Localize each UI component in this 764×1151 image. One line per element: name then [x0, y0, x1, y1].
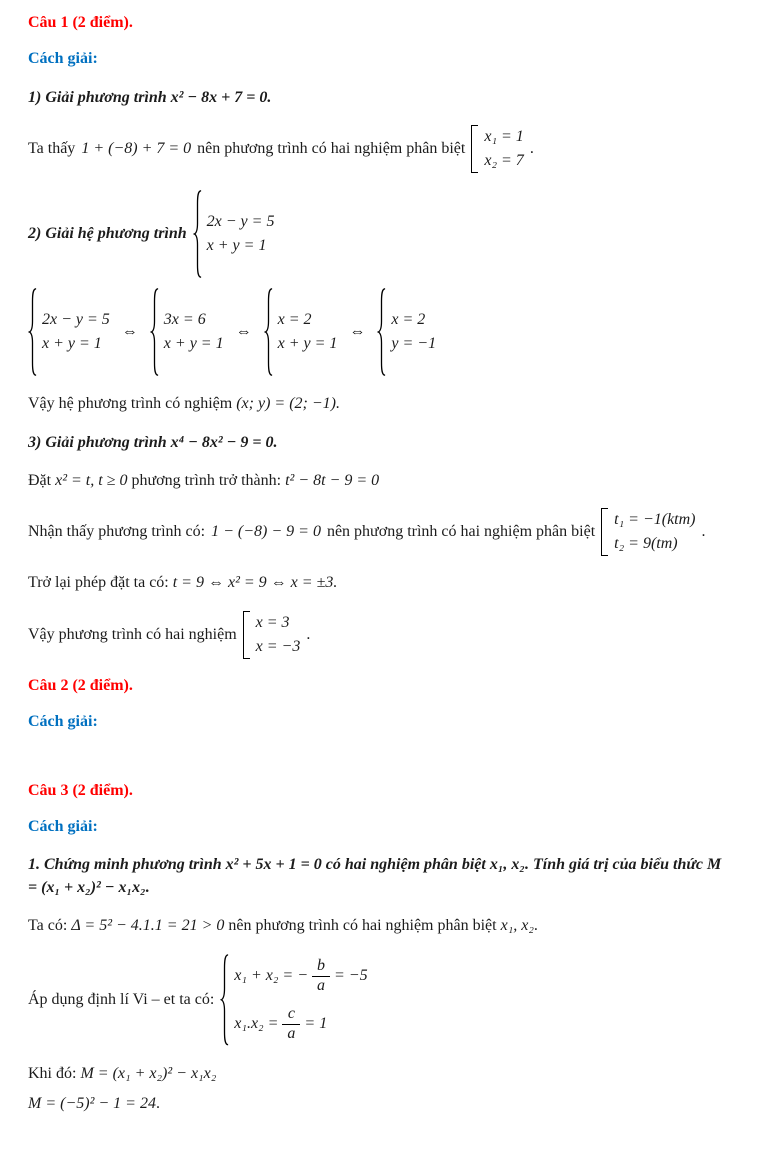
problem-equation: x² + 5x + 1 = 0 — [225, 856, 322, 874]
section1-heading: Câu 1 (2 điểm). — [28, 14, 133, 31]
case-row: t₂ = 9(tm) — [614, 535, 678, 553]
system-rows — [278, 308, 338, 356]
cases-bracket — [243, 611, 301, 659]
system-row: 2x − y = 5 — [206, 213, 275, 231]
system-row — [234, 957, 367, 995]
section3-problem1-title — [28, 854, 734, 899]
problem1-title — [28, 87, 734, 109]
inline-equation: (x; y) = (2; −1). — [236, 395, 340, 413]
left-brace-icon — [193, 189, 202, 279]
system-rows — [164, 308, 224, 356]
problem3-roots — [28, 508, 734, 556]
system-row: x = 2 — [277, 311, 312, 329]
problem1-solution — [28, 125, 734, 173]
problem3-conclusion — [28, 611, 734, 659]
solution-text: Ta có: — [28, 917, 68, 935]
solution-text: Trở lại phép đặt ta có: — [28, 574, 169, 592]
problem3-title-text: 3) Giải phương trình — [28, 433, 167, 451]
section3-method-label: Cách giải: — [28, 817, 98, 835]
solution-text: nên phương trình có hai nghiệm phân biệt — [326, 523, 596, 541]
system-row: x = 2 — [391, 311, 426, 329]
conclusion-text: Vậy hệ phương trình có nghiệm — [28, 395, 233, 413]
fraction — [282, 1005, 300, 1043]
problem3-back-substitution — [28, 572, 734, 594]
fraction-numerator: b — [317, 957, 325, 975]
system-of-equations — [150, 287, 224, 377]
case-row: x = 3 — [255, 613, 290, 631]
problem3-substitution — [28, 470, 734, 492]
left-brace-icon — [220, 953, 229, 1047]
system-rows — [207, 210, 275, 258]
system-rows — [234, 953, 367, 1047]
problem2-conclusion — [28, 393, 734, 415]
case-row: t₁ = −1(ktm) — [614, 511, 696, 529]
system-row: x + y = 1 — [206, 237, 267, 255]
solution-text: Đặt — [28, 471, 52, 489]
equation-part: = 1 — [304, 1015, 328, 1033]
system-rows — [42, 308, 110, 356]
punctuation: . — [306, 625, 311, 643]
square-bracket-icon — [243, 611, 250, 659]
fraction-denominator: a — [282, 1024, 300, 1043]
iff-symbol: ⇔ — [349, 322, 366, 340]
equation-part: = −5 — [334, 967, 368, 985]
fraction-denominator: a — [312, 976, 330, 995]
system-row: x + y = 1 — [42, 335, 102, 353]
inline-equation: x₁, x₂ — [500, 917, 534, 935]
viet-application — [28, 953, 734, 1047]
problem-title-text: 1. Chứng minh phương trình — [28, 856, 222, 874]
cases-bracket — [601, 508, 695, 556]
system-of-equations — [28, 287, 110, 377]
system-row: 2x − y = 5 — [42, 311, 110, 329]
problem-title-text: có hai nghiệm phân biệt — [325, 856, 486, 874]
conclusion-text: Vậy phương trình có hai nghiệm — [28, 625, 237, 643]
problem3-equation: x⁴ − 8x² − 9 = 0. — [170, 433, 278, 451]
section3-heading: Câu 3 (2 điểm). — [28, 781, 133, 799]
solution-text: Khi đó: — [28, 1065, 77, 1083]
system-row: y = −1 — [391, 335, 437, 353]
punctuation: . — [529, 139, 534, 157]
section2-heading: Câu 2 (2 điểm). — [28, 676, 133, 694]
system-row: x + y = 1 — [277, 335, 338, 353]
inline-equation: t² − 8t − 9 = 0 — [285, 471, 380, 489]
system-row — [234, 1005, 367, 1043]
section2-method-label: Cách giải: — [28, 713, 98, 731]
system-of-equations — [264, 287, 338, 377]
fraction-numerator: c — [287, 1005, 295, 1023]
problem-equation: M = (x₁ + x₂)² − x₁x₂. — [28, 856, 722, 896]
equivalence-chain — [28, 287, 734, 377]
system-row: x + y = 1 — [163, 335, 224, 353]
left-brace-icon — [28, 287, 37, 377]
cases-rows — [614, 508, 695, 556]
system-of-equations — [193, 189, 275, 279]
problem2-title — [28, 189, 734, 279]
case-row: x₂ = 7 — [484, 152, 524, 170]
viet-label: Áp dụng định lí Vi – et ta có: — [28, 991, 215, 1009]
iff-symbol: ⇔ — [121, 322, 138, 340]
inline-equation: x² = t, t ≥ 0 — [55, 471, 128, 489]
system-rows — [391, 308, 436, 356]
equation-part: x₁.x₂ = — [234, 1015, 279, 1033]
solution-text: nên phương trình có hai nghiệm phân biệt — [228, 917, 497, 935]
solution-text: phương trình trở thành: — [131, 471, 282, 489]
left-brace-icon — [377, 287, 386, 377]
problem2-title-text: 2) Giải hệ phương trình — [28, 224, 187, 242]
delta-computation — [28, 915, 734, 937]
punctuation: . — [155, 1095, 160, 1113]
inline-equation: 1 − (−8) − 9 = 0 — [211, 523, 321, 541]
final-result — [28, 1093, 734, 1115]
square-bracket-icon — [471, 125, 478, 173]
left-brace-icon — [264, 287, 273, 377]
problem-title-text: Tính giá trị của biểu thức — [532, 856, 704, 874]
inline-equation: M = (x₁ + x₂)² − x₁x₂ — [80, 1065, 217, 1083]
problem3-title — [28, 432, 734, 454]
iff-symbol: ⇔ — [235, 322, 252, 340]
cases-rows — [484, 125, 523, 173]
system-row: 3x = 6 — [163, 311, 206, 329]
fraction — [312, 957, 330, 995]
case-row: x = −3 — [255, 637, 301, 655]
left-brace-icon — [150, 287, 159, 377]
problem1-title-text: 1) Giải phương trình — [28, 88, 167, 106]
inline-equation: Δ = 5² − 4.1.1 = 21 > 0 — [71, 917, 225, 935]
section1-method-label: Cách giải: — [28, 50, 98, 68]
solution-text: nên phương trình có hai nghiệm phân biệt — [197, 139, 466, 157]
problem1-equation: x² − 8x + 7 = 0. — [170, 88, 272, 106]
inline-equation: M = (−5)² − 1 = 24 — [28, 1095, 156, 1113]
punctuation: . — [701, 523, 706, 541]
solution-text: Nhận thấy phương trình có: — [28, 523, 206, 541]
case-row: x₁ = 1 — [484, 128, 524, 146]
inline-equation: 1 + (−8) + 7 = 0 — [81, 139, 192, 157]
problem-equation: x₁, x₂. — [489, 856, 529, 874]
m-expression — [28, 1063, 734, 1085]
inline-equation: t = 9 ⇔ x² = 9 ⇔ x = ±3. — [172, 574, 338, 592]
viet-system — [220, 953, 367, 1047]
punctuation: . — [533, 917, 538, 935]
cases-bracket — [471, 125, 523, 173]
cases-rows — [256, 611, 301, 659]
solution-text: Ta thấy — [28, 139, 76, 157]
system-of-equations — [377, 287, 436, 377]
equation-part: x₁ + x₂ = − — [234, 967, 308, 985]
square-bracket-icon — [601, 508, 608, 556]
